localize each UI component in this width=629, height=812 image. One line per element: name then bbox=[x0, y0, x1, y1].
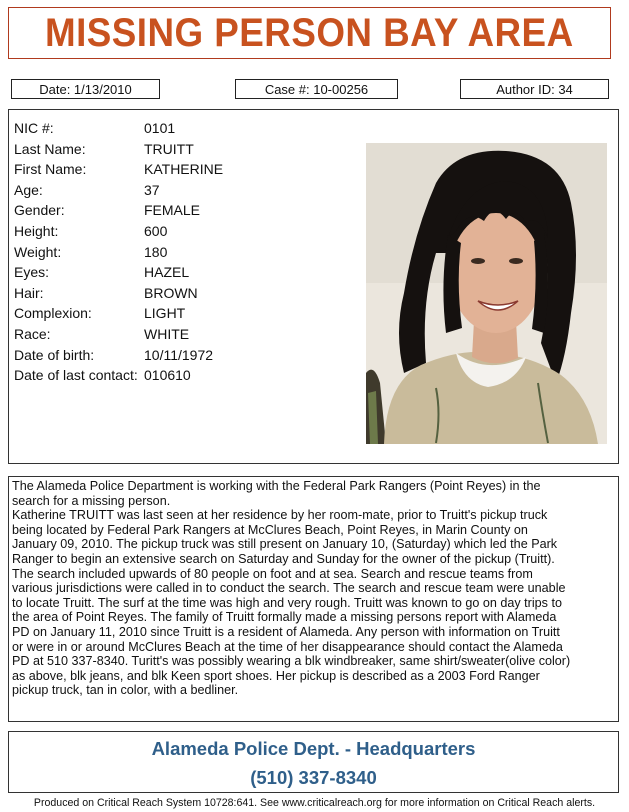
author-id-text: Author ID: 34 bbox=[496, 81, 573, 97]
description-line: search for a missing person. bbox=[12, 493, 171, 508]
description-line: pickup truck, tan in color, with a bedliner. bbox=[12, 683, 239, 698]
missing-person-photo bbox=[366, 143, 607, 444]
date-box bbox=[11, 79, 160, 99]
field-value: 600 bbox=[144, 223, 168, 239]
contact-box bbox=[8, 731, 619, 793]
page-title: MISSING PERSON BAY AREA bbox=[45, 10, 574, 55]
description-line: being located by Federal Park Rangers at McClures Beach, Point Reyes, in Marin County on bbox=[12, 522, 528, 537]
author-box bbox=[460, 79, 609, 99]
field-label: NIC #: bbox=[14, 120, 54, 136]
description-line: PD on January 11, 2010 since Truitt is a resident of Alameda. Any person with information on Truitt bbox=[12, 624, 560, 639]
case-number-text: Case #: 10-00256 bbox=[264, 81, 369, 97]
field-label: Date of last contact: bbox=[14, 367, 138, 384]
field-value: TRUITT bbox=[144, 140, 194, 157]
description-line: The Alameda Police Department is working with the Federal Park Rangers (Point Reyes) in the bbox=[12, 479, 541, 493]
description-line: January 09, 2010. The pickup truck was still present on January 10, (Saturday) which led the Park bbox=[12, 537, 558, 552]
field-label: Weight: bbox=[14, 243, 62, 260]
field-label: Hair: bbox=[14, 284, 44, 301]
field-value: KATHERINE bbox=[144, 161, 224, 178]
field-label: Complexion: bbox=[14, 305, 92, 322]
description-line: or were in or around McClures Beach at the time of her disappearance should contact the Alameda bbox=[12, 639, 563, 654]
field-label: Last Name: bbox=[14, 140, 86, 157]
description-line: to locate Truitt. The surf at the time was high and very rough. Truitt was known to go on day trips to bbox=[12, 595, 562, 610]
field-value: 10/11/1972 bbox=[144, 346, 214, 363]
case-box bbox=[235, 79, 398, 99]
field-label: Gender: bbox=[14, 202, 65, 219]
description-line: The search included upwards of 80 people on foot and at sea. Search and rescue teams from bbox=[12, 566, 533, 581]
contact-agency: Alameda Police Dept. - Headquarters bbox=[151, 738, 476, 759]
field-label: Race: bbox=[14, 326, 51, 342]
field-value: 37 bbox=[144, 181, 160, 198]
description-line: as above, blk jeans, and blk Keen sport shoes. Her pickup is described as a 2003 Ford Ranger bbox=[12, 668, 540, 683]
title-banner bbox=[8, 7, 611, 59]
field-label: First Name: bbox=[14, 161, 87, 178]
field-value: WHITE bbox=[144, 326, 190, 342]
field-value: FEMALE bbox=[144, 202, 201, 219]
description-line: PD at 510 337-8340. Turitt's was possibly wearing a blk windbreaker, same shirt/sweater(olive color) bbox=[12, 654, 571, 669]
field-value: 010610 bbox=[144, 367, 191, 384]
field-value: LIGHT bbox=[144, 305, 186, 322]
description-line: Katherine TRUITT was last seen at her residence by her room-mate, prior to Truitt's pickup truck bbox=[12, 508, 548, 523]
field-value: 180 bbox=[144, 243, 168, 260]
field-label: Date of birth: bbox=[14, 346, 95, 363]
footer-note: Produced on Critical Reach System 10728:641. See www.criticalreach.org for more information on Critical Reach alerts. bbox=[33, 797, 596, 809]
field-value: 0101 bbox=[144, 120, 176, 136]
field-label: Eyes: bbox=[14, 264, 50, 281]
field-value: BROWN bbox=[144, 284, 198, 301]
date-text: Date: 1/13/2010 bbox=[39, 81, 132, 97]
description-line: the area of Point Reyes. The family of Truitt formally made a missing persons report with Alameda bbox=[12, 610, 557, 625]
field-label: Height: bbox=[14, 223, 59, 239]
description-line: Ranger to begin an extensive search on Saturday and Sunday for the owner of the pickup (Truitt). bbox=[12, 551, 555, 566]
field-label: Age: bbox=[14, 181, 43, 198]
case-description bbox=[8, 476, 619, 722]
description-line: various jurisdictions were called in to conduct the search. The search and rescue team were unable bbox=[12, 581, 566, 596]
field-value: HAZEL bbox=[144, 264, 190, 281]
contact-phone: (510) 337-8340 bbox=[250, 767, 377, 788]
